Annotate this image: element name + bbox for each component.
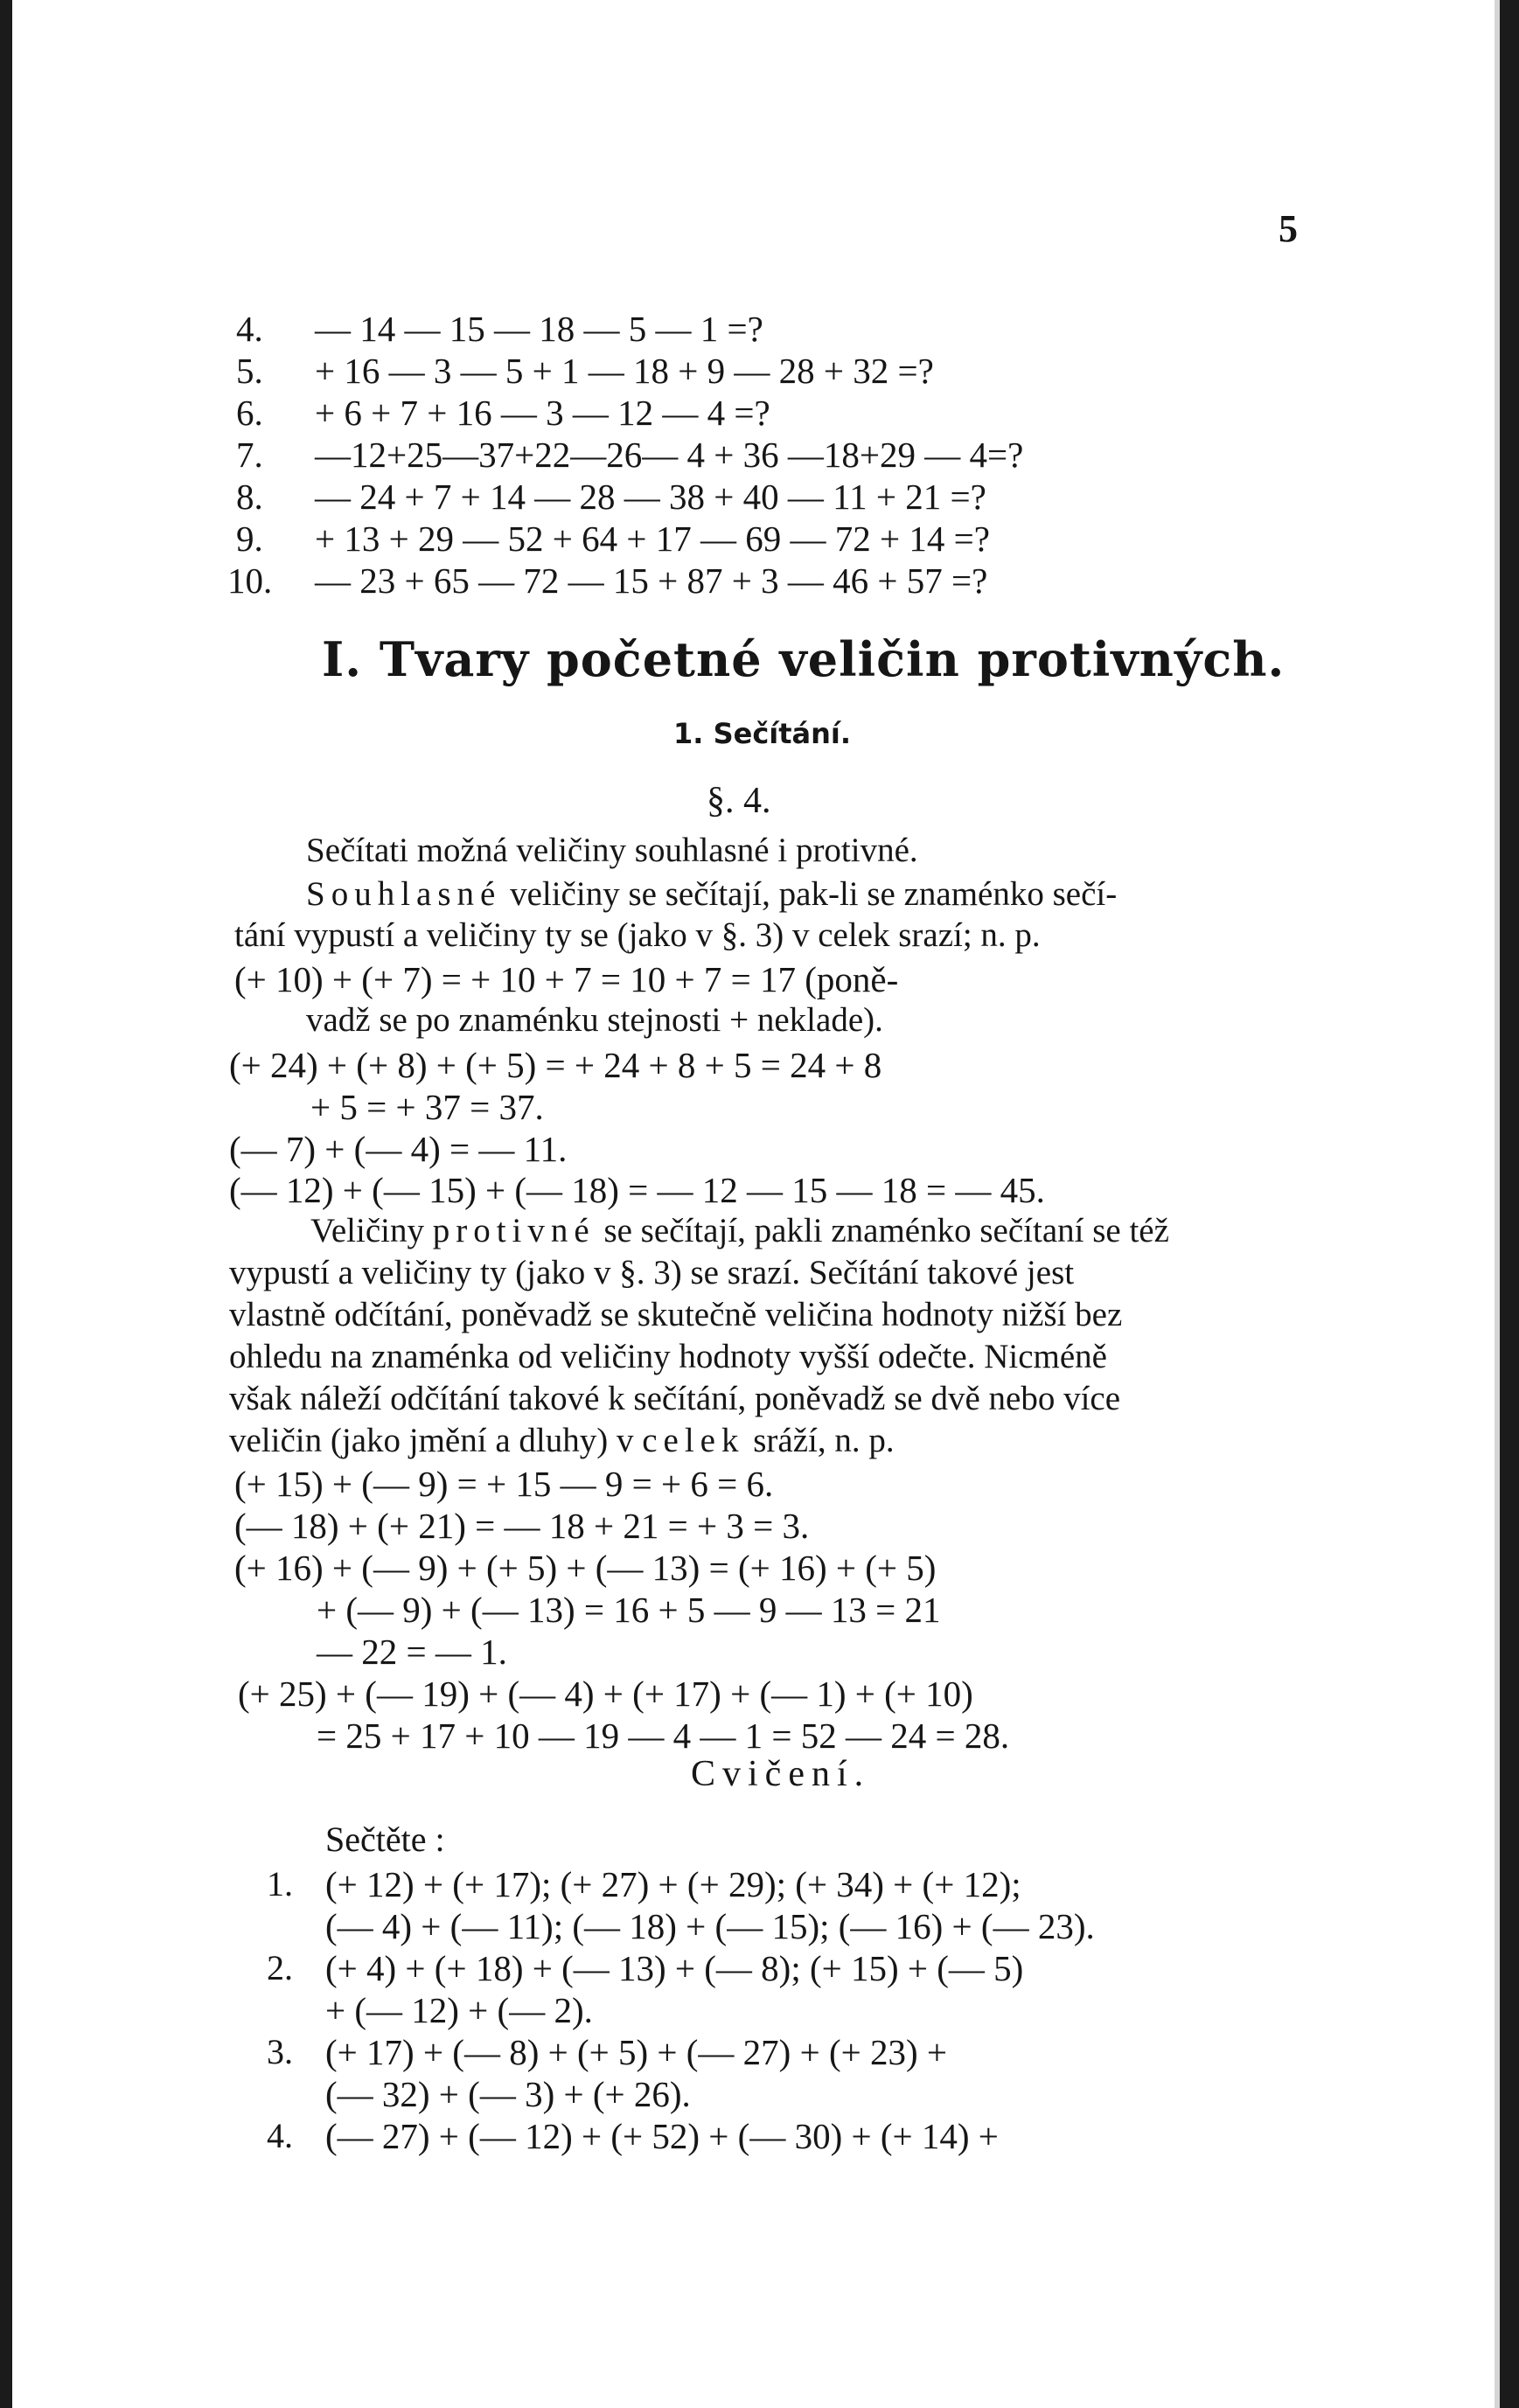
problem-expression: + 13 + 29 — 52 + 64 + 17 — 69 — 72 + 14 =? [315,518,990,559]
exercise-line: (— 4) + (— 11); (— 18) + (— 15); (— 16) + (— 23). [325,1906,1095,1946]
body-line [306,874,1117,914]
exercise-line: + (— 12) + (— 2). [325,1990,593,2030]
exercise-number: 1. [267,1864,293,1903]
body-text: se sečítají, pakli znaménko sečítaní se též [595,1212,1169,1249]
body-line: (— 18) + (+ 21) = — 18 + 21 = + 3 = 3. [234,1506,810,1546]
body-line: (+ 10) + (+ 7) = + 10 + 7 = 10 + 7 = 17 (poně- [234,959,899,999]
problem-line [227,560,987,602]
paragraph-mark: §. 4. [707,781,771,821]
body-line: (+ 24) + (+ 8) + (+ 5) = + 24 + 8 + 5 = 24 + 8 [229,1045,882,1085]
problem-number: 8. [236,477,263,517]
problem-expression: + 16 — 3 — 5 + 1 — 18 + 9 — 28 + 32 =? [315,351,934,391]
problem-line [236,476,986,518]
body-line: (— 7) + (— 4) = — 11. [229,1129,568,1169]
exercise-line: (+ 4) + (+ 18) + (— 13) + (— 8); (+ 15) + (— 5) [325,1948,1024,1988]
problem-number: 6. [236,393,263,433]
problem-line [236,518,990,560]
section-title: 1. Sečítání. [673,717,852,750]
body-text: Veličiny [310,1212,433,1249]
problem-line [236,392,770,434]
emphasis-term: celek [642,1422,745,1459]
body-line: + (— 9) + (— 13) = 16 + 5 — 9 — 13 = 21 [317,1590,941,1630]
problem-number: 5. [236,351,263,391]
problem-expression: — 14 — 15 — 18 — 5 — 1 =? [315,309,763,349]
exercise-line: (— 27) + (— 12) + (+ 52) + (— 30) + (+ 14) + [325,2116,999,2156]
problem-expression: + 6 + 7 + 16 — 3 — 12 — 4 =? [315,393,770,433]
exercises-lead: Sečtěte : [325,1820,445,1859]
body-line [310,1211,1169,1250]
body-line: (— 12) + (— 15) + (— 18) = — 12 — 15 — 18 = — 45. [229,1170,1045,1210]
problem-number: 4. [236,309,263,349]
body-line: + 5 = + 37 = 37. [310,1087,544,1127]
problem-expression: —12+25—37+22—26— 4 + 36 —18+29 — 4=? [315,435,1024,475]
problem-line [236,434,1023,476]
emphasis-term: protivné [432,1212,596,1249]
body-line: (+ 15) + (— 9) = + 15 — 9 = + 6 = 6. [234,1464,774,1504]
problem-number: 7. [236,435,263,475]
chapter-title: I. Tvary početné veličin protivných. [322,631,1286,687]
body-text: veličiny se sečítají, pak-li se znaménko sečí- [501,875,1118,913]
body-text: sráží, n. p. [744,1422,895,1459]
body-line: Sečítati možná veličiny souhlasné i protivné. [306,832,918,869]
exercises-heading: Cvičení. [691,1754,871,1794]
body-line: (+ 16) + (— 9) + (+ 5) + (— 13) = (+ 16) + (+ 5) [234,1548,937,1588]
body-text: veličin (jako jmění a dluhy) v [229,1422,643,1459]
problem-number: 10. [227,560,273,601]
body-line: — 22 = — 1. [317,1632,507,1672]
body-line: však náleží odčítání takové k sečítání, poněvadž se dvě nebo více [229,1380,1121,1417]
emphasis-term: Souhlasné [306,875,502,913]
exercise-number: 4. [267,2116,293,2155]
problem-number: 9. [236,518,263,559]
problem-expression: — 24 + 7 + 14 — 28 — 38 + 40 — 11 + 21 =? [315,477,986,517]
body-line: vlastně odčítání, poněvadž se skutečně veličina hodnoty nižší bez [229,1296,1123,1333]
problem-line [236,350,934,392]
exercise-number: 2. [267,1948,293,1987]
problem-line [236,308,763,350]
exercise-number: 3. [267,2032,293,2071]
body-line: (+ 25) + (— 19) + (— 4) + (+ 17) + (— 1) + (+ 10) [238,1674,973,1714]
exercise-line: (+ 17) + (— 8) + (+ 5) + (— 27) + (+ 23) + [325,2032,948,2072]
exercise-line: (— 32) + (— 3) + (+ 26). [325,2074,691,2114]
exercise-line: (+ 12) + (+ 17); (+ 27) + (+ 29); (+ 34) + (+ 12); [325,1864,1021,1904]
body-line: vadž se po znaménku stejnosti + neklade). [306,1001,883,1039]
body-line: vypustí a veličiny ty (jako v §. 3) se srazí. Sečítání takové jest [229,1254,1075,1291]
problem-expression: — 23 + 65 — 72 — 15 + 87 + 3 — 46 + 57 =? [315,560,988,601]
body-line: = 25 + 17 + 10 — 19 — 4 — 1 = 52 — 24 = 28. [317,1716,1010,1756]
page-edge-right [1500,0,1519,2408]
body-line: tání vypustí a veličiny ty se (jako v §. 3) v celek srazí; n. p. [234,916,1041,954]
page-number: 5 [1279,207,1298,250]
body-line: ohledu na znaménka od veličiny hodnoty vyšší odečte. Nicméně [229,1338,1107,1375]
body-line [229,1421,895,1460]
page-edge-left [0,0,12,2408]
